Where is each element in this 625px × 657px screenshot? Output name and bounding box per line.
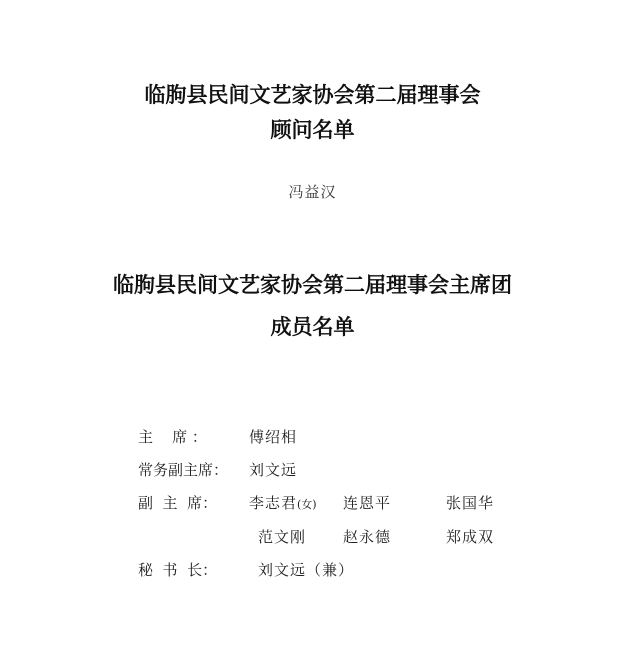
gender-note: (女) (297, 498, 317, 511)
advisors-title-line2: 顾问名单 (270, 118, 355, 142)
chairman-label: 主 席 ： (138, 428, 207, 446)
vice-chairmen-row-2 (0, 526, 625, 548)
secretary-general-row (0, 559, 625, 581)
presidium-title-line2: 成员名单 (270, 315, 355, 339)
vice-chairman-name: 范文刚 (258, 528, 307, 546)
vice-chairman-name-text: 李志君 (249, 494, 298, 512)
vice-chairmen-label: 副 主 席： (138, 494, 218, 512)
chairman-row (0, 426, 625, 448)
secretary-general-name: 刘文远（兼） (258, 561, 355, 579)
advisors-title-line1: 临朐县民间文艺家协会第二届理事会 (144, 83, 481, 107)
executive-vice-chairman-name: 刘文远 (249, 461, 298, 479)
vice-chairmen-row (0, 492, 625, 514)
executive-vice-chairman-label: 常务副主席： (138, 461, 229, 479)
secretary-general-label: 秘 书 长： (138, 561, 218, 579)
vice-chairman-name: 郑成双 (446, 528, 495, 546)
vice-chairman-name: 连恩平 (343, 494, 392, 512)
advisor-name: 冯益汉 (288, 183, 337, 201)
vice-chairman-name: 赵永德 (343, 528, 392, 546)
chairman-name: 傅绍相 (249, 428, 298, 446)
presidium-title-line1: 临朐县民间文艺家协会第二届理事会主席团 (113, 273, 512, 297)
executive-vice-chairman-row (0, 459, 625, 481)
vice-chairman-name: 张国华 (446, 494, 495, 512)
vice-chairman-name (249, 492, 317, 513)
